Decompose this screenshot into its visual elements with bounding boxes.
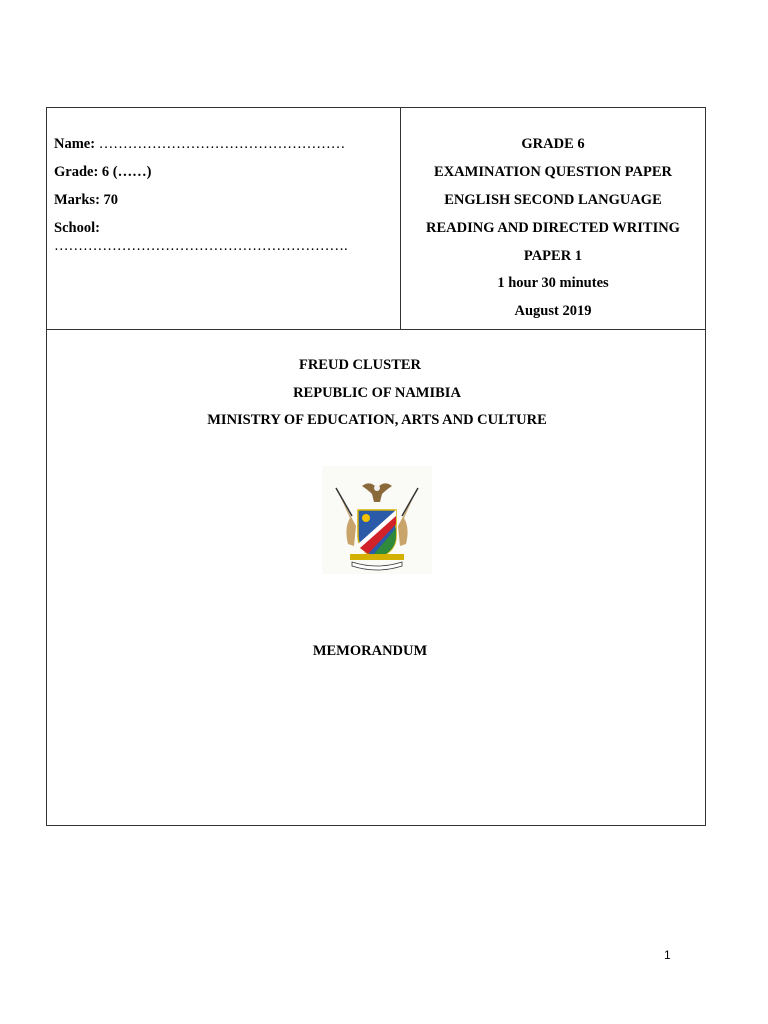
paper-number: PAPER 1	[523, 248, 583, 264]
name-label: Name:	[54, 136, 96, 152]
document-type: MEMORANDUM	[312, 643, 428, 659]
marks-value: 70	[103, 192, 119, 208]
grade-value: 6 (……)	[101, 164, 152, 180]
grade-label: Grade:	[54, 164, 99, 180]
marks-line	[54, 192, 118, 209]
name-blank: ……………………………………………	[98, 136, 346, 152]
page-number: 1	[664, 948, 671, 962]
section: READING AND DIRECTED WRITING	[426, 220, 680, 236]
subject: ENGLISH SECOND LANGUAGE	[444, 192, 662, 208]
cluster-name: FREUD CLUSTER	[298, 357, 422, 373]
grade-heading: GRADE 6	[521, 136, 585, 152]
school-label: School:	[54, 220, 100, 236]
paper-type: EXAMINATION QUESTION PAPER	[434, 164, 672, 180]
candidate-details-cell	[47, 108, 401, 329]
paper-details-cell	[401, 108, 705, 329]
ministry-name: MINISTRY OF EDUCATION, ARTS AND CULTURE	[207, 412, 547, 428]
name-line	[54, 136, 345, 153]
namibia-coat-of-arms-icon	[322, 466, 432, 574]
exam-date: August 2019	[514, 303, 592, 319]
marks-label: Marks:	[54, 192, 100, 208]
country-name: REPUBLIC OF NAMIBIA	[293, 385, 461, 401]
school-blank: …………………………………………………….	[54, 238, 348, 254]
grade-line	[54, 164, 151, 181]
duration: 1 hour 30 minutes	[497, 275, 609, 291]
header-row	[47, 108, 705, 330]
